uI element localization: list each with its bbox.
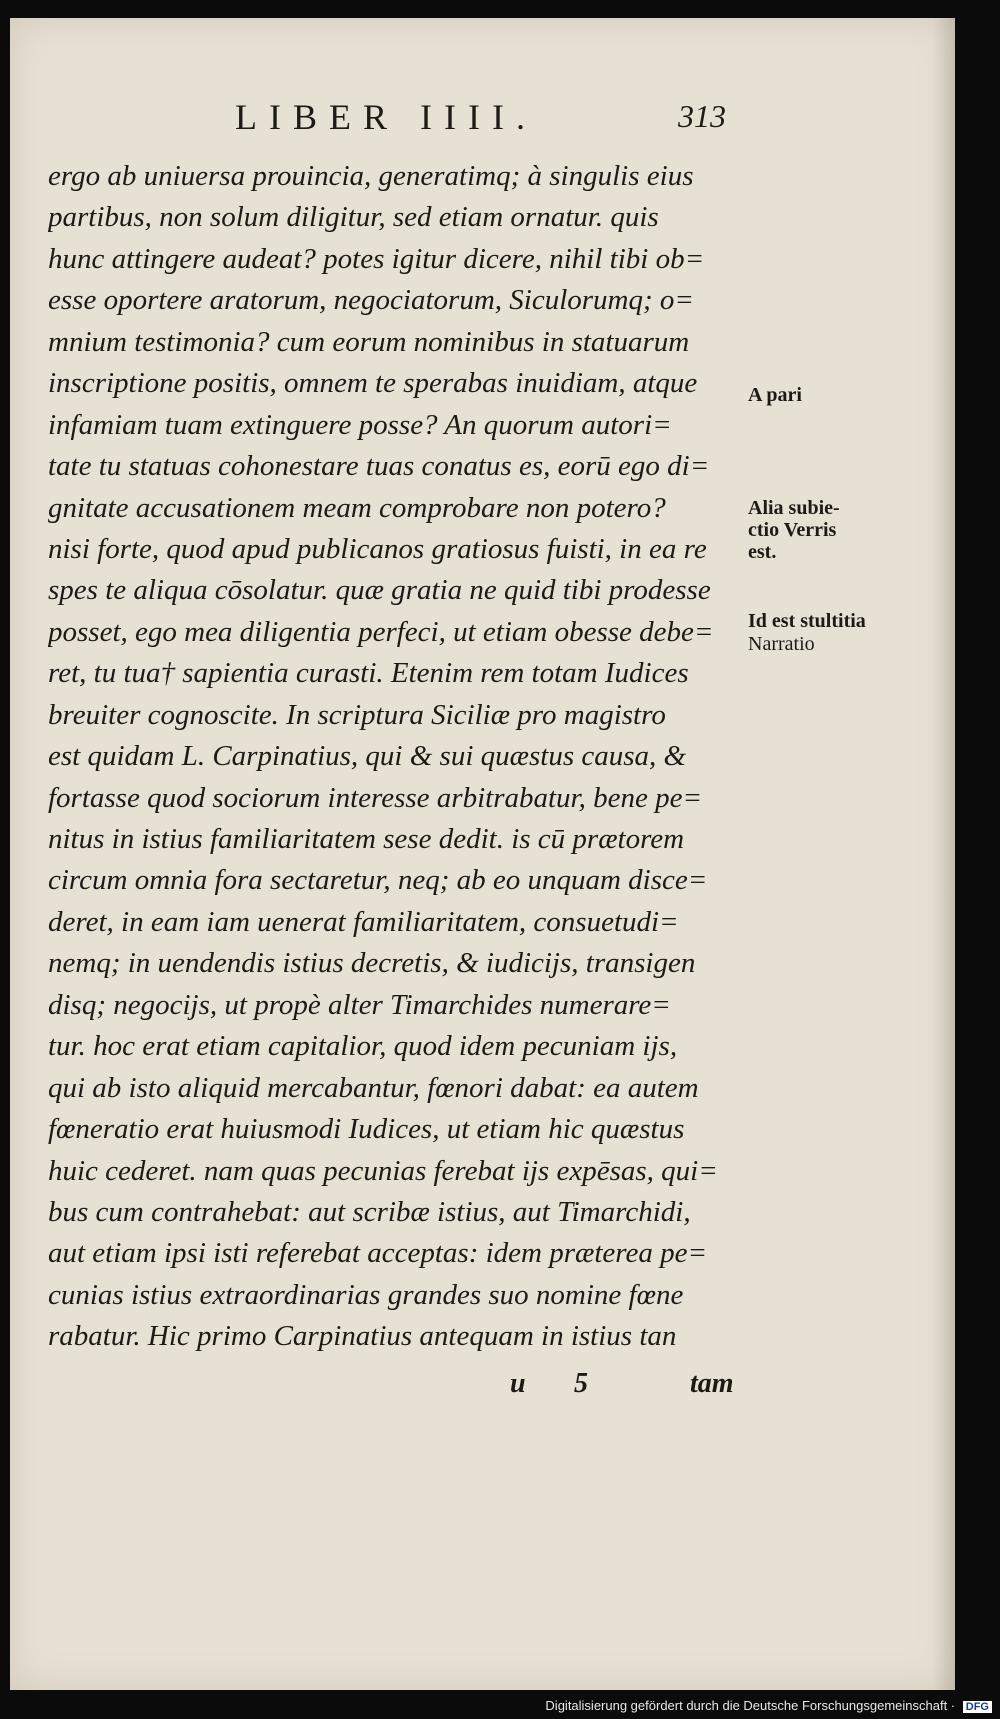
text-line: tate tu statuas cohonestare tuas conatus es, eorū ego di= xyxy=(48,450,710,483)
text-line: fœneratio erat huiusmodi Iudices, ut etiam hic quæstus xyxy=(48,1113,685,1146)
text-line: gnitate accusationem meam comprobare non potero? xyxy=(48,491,666,524)
text-line: disq; negocijs, ut propè alter Timarchides numerare= xyxy=(48,988,671,1021)
text-line: rabatur. Hic primo Carpinatius antequam in istius tan xyxy=(48,1320,677,1353)
page-number: 313 xyxy=(678,98,726,134)
signature-mark: u xyxy=(510,1368,526,1399)
text-line: inscriptione positis, omnem te sperabas inuidiam, atque xyxy=(48,367,698,400)
text-line: cunias istius extraordinarias grandes suo nomine fœne xyxy=(48,1278,684,1311)
catchword: tam xyxy=(690,1368,734,1399)
text-line: posset, ego mea diligentia perfeci, ut etiam obesse debe= xyxy=(48,615,714,648)
text-line: bus cum contrahebat: aut scribæ istius, aut Timarchidi, xyxy=(48,1195,691,1228)
running-head-title: LIBER IIII. xyxy=(235,97,537,137)
text-line: mnium testimonia? cum eorum nominibus in statuarum xyxy=(48,325,690,358)
text-line: nemq; in uendendis istius decretis, & iudicijs, transigen xyxy=(48,947,696,980)
text-line: breuiter cognoscite. In scriptura Siciliæ pro magistro xyxy=(48,698,666,731)
page-edge-shadow xyxy=(933,18,955,1690)
text-line: ergo ab uniuersa prouincia, generatimq; à singulis eius xyxy=(48,160,694,192)
text-line: partibus, non solum diligitur, sed etiam ornatur. quis xyxy=(48,201,659,234)
text-line: qui ab isto aliquid mercabantur, fœnori dabat: ea autem xyxy=(48,1071,699,1104)
text-line: hunc attingere audeat? potes igitur dicere, nihil tibi ob= xyxy=(48,242,705,275)
text-line: huic cederet. nam quas pecunias ferebat ijs expēsas, qui= xyxy=(48,1154,718,1187)
main-text-block xyxy=(48,156,748,1358)
dfg-logo: DFG xyxy=(963,1701,992,1713)
text-line: tur. hoc erat etiam capitalior, quod idem pecuniam ijs, xyxy=(48,1030,678,1063)
text-line: esse oportere aratorum, negociatorum, Siculorumq; o= xyxy=(48,284,694,317)
text-line: nitus in istius familiaritatem sese dedit. is cū prætorem xyxy=(48,823,685,855)
text-line: nisi forte, quod apud publicanos gratiosus fuisti, in ea re xyxy=(48,532,707,565)
text-line: est quidam L. Carpinatius, qui & sui quæstus causa, & xyxy=(48,740,687,773)
book-page xyxy=(10,18,955,1690)
credit-text: Digitalisierung gefördert durch die Deutsche Forschungsgemeinschaft · xyxy=(545,1698,956,1713)
text-line: deret, in eam iam uenerat familiaritatem, consuetudi= xyxy=(48,905,679,938)
margin-note-narratio: Narratio xyxy=(748,633,815,655)
running-head xyxy=(10,96,955,156)
text-line: spes te aliqua cōsolatur. quæ gratia ne quid tibi prodesse xyxy=(48,574,711,607)
signature-number: 5 xyxy=(574,1368,588,1399)
text-line: circum omnia fora sectaretur, neq; ab eo unquam disce= xyxy=(48,864,708,897)
margin-note-id-est: Id est stultitia xyxy=(748,610,866,632)
digitization-credit xyxy=(545,1698,992,1713)
text-line: fortasse quod sociorum interesse arbitrabatur, bene pe= xyxy=(48,781,703,814)
text-line: ret, tu tua† sapientia curasti. Etenim rem totam Iudices xyxy=(48,657,689,690)
margin-note-a-pari: A pari xyxy=(748,384,802,406)
text-line: aut etiam ipsi isti referebat acceptas: idem præterea pe= xyxy=(48,1237,708,1270)
margin-note-alia-subiectio: Alia subie- ctio Verris est. xyxy=(748,497,840,563)
text-line: infamiam tuam extinguere posse? An quorum autori= xyxy=(48,408,672,441)
